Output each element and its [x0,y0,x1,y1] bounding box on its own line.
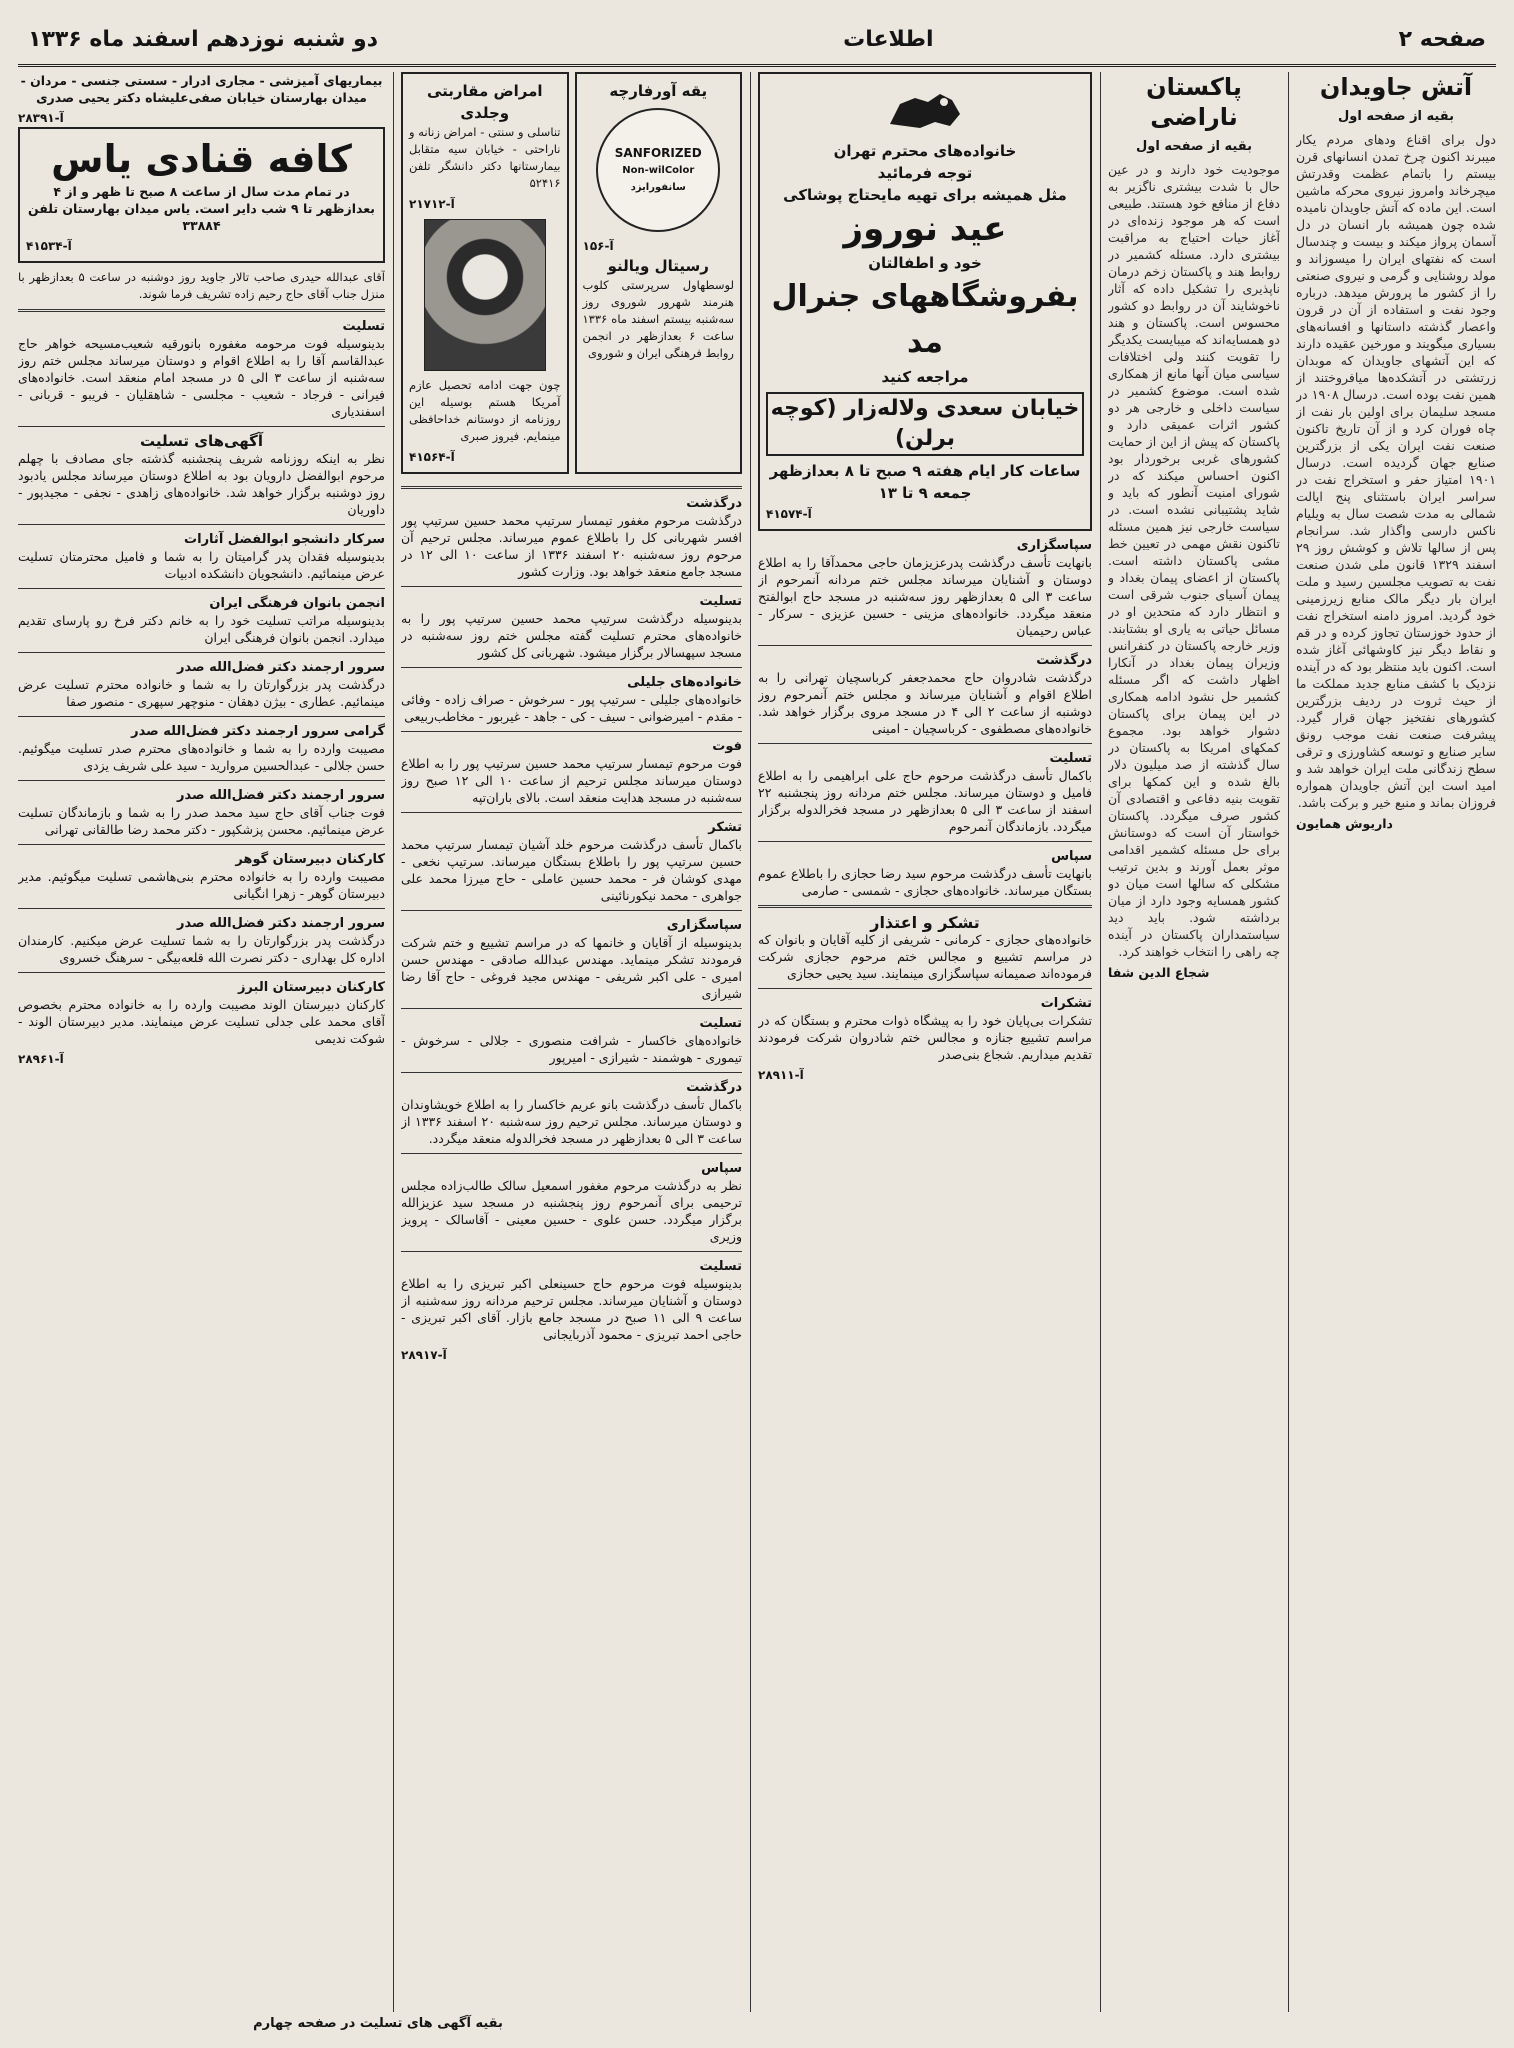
notice-text: باکمال تأسف درگذشت مرحوم حاج علی ابراهیمی را به اطلاع فامیل و دوستان میرساند. مجلس ختم مردانه روز پنجشنبه ۲۲ اسفند از ساعت ۳ الی ۵ بعدازظهر در مسجد فخرالدوله برگزار میگردد. بازماندگان آنمرحوم [758,768,1092,834]
ad-text: تناسلی و سنتی - امراض زنانه و ناراحتی - خیابان سیه متقابل بیمارستانها دکتر دانشگر تلفن ۵۲۴۱۶ [409,125,561,190]
article-body: موجودیت خود دارند و در عین حال با شدت بیشتری ناگزیر به دفاع از منافع خود هستند. طبیعی است که هر موجود زنده‌ای در آغاز حیات احتیاج به مراقبت بیشتری دارد. مسئله کشمیر در روابط هند و پاکستان زخم درمان ناپذیری را تشکیل داده که آثار ناخوشایند آن در روابط دو کشور محسوس است. پاکستان و هند دو همسایه‌اند که میبایست یکدیگر را تقویت کنند ولی اختلافات سیاسی میان آنها مانع از همکاری شده است. موضوع کشمیر در سیاست داخلی و خارجی هر دو کشور اثرات عمیقی دارد و پاکستان که پیش از این از حمایت کشورهای غربی برخوردار بود اکنون احساس میکند که در شورای امنیت آنطور که باید و شاید پشتیبانی نشده است. در سیاست خارجی نیز همین مسئله تاکنون نقش مهمی در تعیین خط مشی پاکستان داشته است. پاکستان از اعضای پیمان بغداد و پیمان آسیای جنوب شرقی است و انتظار دارد که متحدین او در مسائل حیاتی به یاری او بشتابند. وزیر خارجه پاکستان در کنفرانس وزیران پیمان بغداد در آنکارا اظهار داشت که اگر مسئله کشمیر حل نشود ادامه همکاری در این پیمان برای پاکستان دشوار خواهد بود. مجموع کمکهای امریکا به پاکستان در سال گذشته از صد میلیون دلار بالغ شده و این کمکها برای تقویت بنیه دفاعی و اقتصادی آن کشور صرف میگردد. پاکستان خواستار آن است که دوستانش برای حل مسئله کشمیر اقدامی موثر بعمل آورند و بدین ترتیب مشکلی که سالها است میان دو کشور همسایه وجود دارد از میان برداشته شود. باید دید سیاستمداران پاکستان در آینده چه راهی را انتخاب خواهند کرد. [1108,162,1280,959]
cafe-text: در تمام مدت سال از ساعت ۸ صبح تا ظهر و از ۴ بعدازظهر تا ۹ شب دایر است. یاس میدان بهارستان تلفن ۳۳۸۸۴ [28,184,375,233]
clinic-ad-ref: آ-۲۸۳۹۱ [18,111,64,125]
notice-text: بدینوسیله از آقایان و خانمها که در مراسم تشییع و ختم شرکت فرمودند تشکر مینماید. مهندس عبدالله صادقی - مهندس حسن امیری - علی اکبر شریفی - مهندس مجید فروغی - حاج آقا رضا شیرازی [401,935,742,1001]
notice-text: بدینوسیله فقدان پدر گرامیتان را به شما و فامیل محترمتان تسلیت عرض مینمائیم. دانشجویان دانشکده ادبیات [18,549,385,581]
notices-list [401,495,742,1364]
ad-line: مثل همیشه برای تهیه مایحتاج پوشاکی [783,186,1067,204]
notice-text: درگذشت مرحوم مغفور تیمسار سرتیپ محمد حسین سرتیپ پور افسر شهربانی کل را باطلاع عموم میرساند. مجلس ترحیم آن مرحوم روز سه‌شنبه ۲۰ اسفند ۱۳۳۶ از ساعت ۱۰ الی ۱۲ در مسجد جامع منعقد خواهد بود. وزارت کشور [401,513,742,579]
page-number: صفحه ۲ [1398,26,1486,52]
notice [758,914,1092,982]
column-rule [1288,72,1289,2012]
cafe-name: کافه قنادی یاس [51,137,352,181]
ad-headline: خانواده‌های محترم تهران [833,142,1017,160]
notice-title: تسلیت [699,1016,742,1031]
notice [18,979,385,1047]
notice-title: سپاس [1051,849,1092,864]
notice [401,1258,742,1343]
notice [758,750,1092,835]
notice-text: درگذشت شادروان حاج محمدجعفر کرباسچیان تهرانی را به اطلاع اقوام و آشنایان میرساند و مجلس ختم آنمرحوم روز دوشنبه از ساعت ۲ الی ۴ در مسجد مروی برگزار خواهد شد. خانواده‌های مصطفوی - کرباسچیان - امینی [758,670,1092,736]
notice-text: فوت جناب آقای حاج سید محمد صدر را به شما و بازماندگان تسلیت عرض مینمائیم. محسن پزشکپور - دکتر محمد رضا طالقانی تهرانی [18,805,385,837]
cafe-yas-ad [18,127,385,263]
cafe-ref: آ-۴۱۵۳۴ [26,239,72,253]
notice-title: سرکار دانشجو ابوالفضل آثارات [184,532,385,547]
continued-footer: بقیه آگهی های تسلیت در صفحه چهارم [253,2016,503,2031]
notice-text: نظر به اینکه روزنامه شریف پنجشنبه گذشته جای مصادف با چهلم مرحوم ابوالفضل دارویان بود به اطلاع دوستان میرساند مجلس یادبود روز دوشنبه برگزار خواهد شد. خانواده‌های زاهدی - نجفی - مجیدپور - داوریان [18,451,385,517]
logo-sub: Non-wilColor [622,164,695,176]
portrait-photo [424,219,546,371]
ads-and-notices-left [18,72,385,2002]
notice-text: باکمال تأسف درگذشت مرحوم خلد آشیان تیمسار سرتیپ محمد حسین سرتیپ پور را باطلاع بستگان میرساند. سرتیپ نخعی - مهدی کوشان فر - محمد حسین عاملی - حاج میرزا محمد علی جواهری - محمد نیکورنائینی [401,837,742,903]
notice [401,1079,742,1147]
clinic-ad-text: بیماریهای آمیزشی - مجاری ادرار - سستی جنسی - مردان - میدان بهارستان خیابان صفی‌علیشاه دکتر یحیی صدری [20,73,383,105]
notice [18,659,385,710]
photo-caption: چون جهت ادامه تحصیل عازم آمریکا هستم بوسیله این روزنامه از دوستانم خداحافظی مینمایم. فیروز صبری [409,378,561,443]
notice-text: نظر به درگذشت مرحوم مغفور اسمعیل سالک طالب‌زاده مجلس ترحیمی برای آنمرحوم روز پنجشنبه در مسجد سید عزیزالله برگزار میگردد. حسن علوی - حسین معینی - آقاسالک - پرویز وزیری [401,1178,742,1244]
article-subtitle: بقیه از صفحه اول [1136,139,1252,154]
notice [401,593,742,661]
notice-text: بدینوسیله فوت مرحوم حاج حسینعلی اکبر تبریزی را به اطلاع دوستان و آشنایان میرساند. مجلس ترحیم مردانه روز سه‌شنبه از ساعت ۹ الی ۱۱ صبح در مسجد جامع بازار. آقای اکبر تبریزی - حاجی احمد تبریزی - محمود آذربایجانی [401,1276,742,1342]
ad-address: خیابان سعدی ولاله‌زار (کوچه برلن) [766,392,1084,456]
notice-title: فوت [712,739,742,754]
notice-text: فوت مرحوم تیمسار سرتیپ محمد حسین سرتیپ پور را به اطلاع دوستان میرساند مجلس ترحیم از ساعت ۱۰ الی ۱۲ صبح روز سه‌شنبه در مسجد هدایت منعقد است. بالای باران‌تپه [401,756,742,805]
notice [758,537,1092,639]
photo-ref: آ-۴۱۵۶۴ [409,450,455,464]
ad-friday: جمعه ۹ تا ۱۳ [878,484,972,502]
column-rule [750,72,751,2012]
notice [401,495,742,580]
notice-text: خانواده‌های جلیلی - سرتیپ پور - سرخوش - صراف زاده - وفائی - مقدم - امیرضوانی - سیف - کی - جاهد - غیربور - مخاطب‌ربیعی [401,692,742,724]
sanforized-ad [575,72,743,474]
notice-title: خانواده‌های جلیلی [627,675,742,690]
notice [401,917,742,1002]
small-notice: آقای عبدالله حیدری صاحب تالار جاوید روز دوشنبه در ساعت ۵ بعدازظهر با منزل جناب آقای حاج رحیم زاده تشریف فرما شوند. [18,270,385,301]
notice-text: درگذشت پدر بزرگوارتان را به شما و خانواده محترم تسلیت عرض مینمائیم. عطاری - بیژن دهقان - منوچهر سپهری - منصور صفا [18,677,385,709]
clinic-ad [401,72,569,474]
issue-date: دو شنبه نوزدهم اسفند ماه ۱۳۳۶ [28,26,379,52]
notice-text: خانواده‌های حجازی - کرمانی - شریفی از کلیه آقایان و بانوان که در مراسم تشییع و مجالس ختم مرحوم حجازی شرکت فرموده‌اند صمیمانه سپاسگزاری مینمایند. سید یحیی حجازی [758,932,1092,981]
notice [401,1160,742,1245]
notice-title: انجمن بانوان فرهنگی ایران [209,596,385,611]
ad-title: امراض مقاربتی وجلدی [426,82,543,122]
notices-list [18,318,385,1068]
notice-text: مصیبت وارده را به خانواده محترم بنی‌هاشمی تسلیت میگوئیم. مدیر دبیرستان گوهر - زهرا انگیانی [18,869,385,901]
notice-title: تسلیت [699,594,742,609]
notice [401,1015,742,1066]
notice-text: خانواده‌های خاکسار - شرافت منصوری - جلالی - سرخوش - تیموری - هوشمند - شیرازی - امیرپور [401,1033,742,1065]
column-rule [393,72,394,2012]
article-signature: داریوش همایون [1296,816,1393,831]
logo-text: SANFORIZED [614,145,702,160]
ad-ref: آ-۱۵۶ [582,239,614,253]
ad-ref: آ-۲۱۷۱۲ [409,197,455,211]
notice-text: درگذشت پدر بزرگوارتان را به شما تسلیت عرض میکنیم. کارمندان اداره کل بهداری - دکتر نصرت الله قلعه‌بیگی - سرهنگ خسروی [18,933,385,965]
notice-text: بدینوسیله فوت مرحومه مغفوره بانورقیه شعیب‌مسیحه خواهر حاج عبدالقاسم آقا را به اطلاع اقوام و دوستان میرساند مجلس ختم روز سه‌شنبه از ساعت ۳ الی ۵ در مسجد امام منعقد است. خانواده‌های فیرانی - فرجاد - شعیب - مجلسی - شاهقلیان - فریبو - قربانی - اسفندیاری [18,336,385,419]
notice-text: تشکرات بی‌پایان خود را به پیشگاه ذوات محترم و بستگان که در مراسم تشییع جنازه و مجالس ختم شادروان شرکت فرمودند تقدیم میداریم. شجاع بنی‌صدر [758,1013,1092,1062]
notice [18,595,385,646]
notice-ref: آ-۲۸۹۱۷ [401,1348,447,1362]
notice-title: تسلیت [342,319,385,334]
notice-title: کارکنان دبیرستان گوهر [235,852,385,867]
notice [18,851,385,902]
notice-text: باکمال تأسف درگذشت بانو عریم خاکسار را به اطلاع خویشاوندان و دوستان میرساند. مجلس ترحیم روز سه‌شنبه ۲۰ اسفند ۱۳۳۶ از ساعت ۳ الی ۵ بعدازظهر در مسجد فخرالدوله منعقد میگردد. [401,1097,742,1146]
top-ads-row [401,72,742,480]
ads-and-notices-center [758,72,1092,2012]
ad-store-name: بفروشگاههای جنرال مد [771,279,1079,360]
notice-title: سرور ارجمند دکتر فضل‌الله صدر [176,916,385,931]
general-mode-ad [758,72,1092,531]
notice-text: کارکنان دبیرستان الوند مصیبت وارده را به خانواده محترم بخصوص آقای محمد علی جدلی تسلیت عرض مینمایند. مدیر دبیرستان الوند - شوکت ندیمی [18,997,385,1046]
ad-nowruz: عید نوروز [843,209,1007,249]
ad-title: یقه آورفارچه [609,82,708,100]
notice-text: بانهایت تأسف درگذشت پدرعزیزمان حاجی محمدآقا را به اطلاع دوستان و آشنایان میرساند مجلس ختم مردانه آنمرحوم از ساعت ۳ الی ۵ بعدازظهر روز سه‌شنبه در مسجد حاج ابوالفتح منعقد میگردد. خانواده‌های مزینی - حسین عزیزی - سرکار - عباس رحیمیان [758,555,1092,638]
article-subtitle: بقیه از صفحه اول [1338,109,1454,124]
notice-title: آگهی‌های تسلیت [140,432,263,450]
recital-text: لوسطهاول سرپرستی کلوب هنرمند شهرور شوروی روز سه‌شنبه بیستم اسفند ماه ۱۳۳۶ ساعت ۶ بعدازظهر در انجمن روابط فرهنگی ایران و شوروی [582,278,734,360]
notice-title: درگذشت [686,496,742,511]
notice-title: سرور ارجمند دکتر فضل‌الله صدر [176,660,385,675]
notice-text: بدینوسیله درگذشت سرتیپ محمد حسین سرتیپ پور را به خانواده‌های محترم تسلیت گفته مجلس ختم روز سه‌شنبه در مسجد سپهسالار برگزار میشود. شهربانی کل کشور [401,611,742,660]
notice-title: سپاسگزاری [666,918,742,933]
notice-title: کارکنان دبیرستان البرز [237,980,385,995]
masthead [18,14,1496,67]
article-body: دول برای اقناع ودهای مردم یکار میبرند اکنون چرخ تمدن انسانهای قرن بیستم را باتمام عظمت وقدرتش میچرخاند وامروز نیروی محرکه ماشین است. این ماده که آتش جاویدان نامیده شده چون همیشه بار انسان در دل آسمان پرواز میکند و بیست و چندسال است که نفتهای ایران را میسوزاند و مولد روشنایی و گرمی و نیروی صنعتی را از کشور ما پرورش میدهد. درباره وجود نفت و استفاده از آن در قرون واعصار گذشته داستانها و افسانه‌های بسیاری میگویند و مورخین عقیده دارند که این آتشهای جاویدان که موبدان زرتشتی در آتشکده‌ها میافروختند از همین نفت بوده است. درسال ۱۹۰۸ در مسجد سلیمان برای اولین بار نفت از چاه فوران کرد و از آن تاریخ تاکنون صنعت نفت ایران یکی از بزرگترین صنایع جهان گردیده است. درسال ۱۹۰۱ امتیاز حفر و استخراج نفت در سراسر ایران باستثنای پنج ایالت شمالی به مدت شصت سال به ویلیام ناکس دارسی واگذار شد. سرانجام پس از سالها تلاش و کوشش روز ۲۹ اسفند ۱۳۲۹ قانون ملی شدن صنعت نفت به تصویب مجلسین رسید و ملت ایران بار دیگر مالک منابع زیرزمینی خود گردید. امروز دامنه استخراج نفت از حدود خوزستان تجاوز کرده و در قم و نقاط دیگر نیز کاوشهائی آغاز شده است. اکنون باید منتظر بود که در آینده نزدیک با کشف منابع جدید مملکت ما از حیث ثروت در ردیف بزرگترین کشورهای نفتخیز جهان قرار گیرد. پیشرفت صنعت نفت موجب رونق سایر صنایع و توسعه کشاورزی و ترقی سطح زندگانی ملت ایران خواهد شد و امید است این آتش جاویدان همواره فروزان بماند و منبع خیر و برکت باشد. [1296,132,1496,810]
notice-ref: آ-۲۸۹۱۱ [758,1068,804,1082]
ad-ref: آ-۴۱۵۷۴ [766,507,812,521]
article-pakistan [1108,72,1280,2012]
notice [758,995,1092,1063]
notice-title: تشکرات [1040,996,1092,1011]
article-title: آتش جاویدان [1319,73,1473,101]
notice [758,652,1092,737]
notice [401,819,742,904]
logo-brand: سانفورایزد [630,181,686,193]
notice [18,531,385,582]
ad-line: خود و اطفالتان [868,254,982,272]
article-atash-javidan [1296,72,1496,2012]
notice-title: درگذشت [1036,653,1092,668]
notice-title: تسلیت [1049,751,1092,766]
notice-title: تسلیت [699,1259,742,1274]
ad-line: توجه فرمائید [877,164,973,182]
article-title: پاکستان ناراضی [1146,73,1242,131]
sanforized-logo [596,108,720,232]
notice [401,738,742,806]
notice [18,318,385,420]
lion-logo [880,84,970,136]
notice [18,915,385,966]
notice-title: سپاس [701,1161,742,1176]
notice-title: درگذشت [686,1080,742,1095]
notice-title: تشکر [708,820,742,835]
notice-text: بانهایت تأسف درگذشت مرحوم سید رضا حجازی را باطلاع عموم بستگان میرساند. خانواده‌های حجازی - شمسی - صارمی [758,866,1092,898]
notice-title: تشکر و اعتذار [870,913,980,932]
ad-line: مراجعه کنید [881,368,969,386]
notice-title: سپاسگزاری [1016,538,1092,553]
notice-ref: آ-۲۸۹۶۱ [18,1052,64,1066]
notices-list [758,537,1092,1084]
notice [18,433,385,518]
notice [18,723,385,774]
paper-name: اطلاعات [843,26,934,52]
article-signature: شجاع الدین شفا [1108,965,1210,980]
notice-text: مصیبت وارده را به شما و خانواده‌های محترم صدر تسلیت میگوئیم. حسن جلالی - عبدالحسین مروارید - سید علی شریف یزدی [18,741,385,773]
column-rule [1100,72,1101,2012]
notice-title: سرور ارجمند دکتر فضل‌الله صدر [176,788,385,803]
recital-title: رسیتال ویالنو [607,257,709,275]
notice [18,787,385,838]
ads-and-notices-middle [401,72,742,2012]
notice [758,848,1092,899]
ad-hours: ساعات کار ایام هفته ۹ صبح تا ۸ بعدازظهر [769,462,1081,480]
notice-text: بدینوسیله مراتب تسلیت خود را به خانم دکتر فرخ رو پارسای تقدیم میدارد. انجمن بانوان فرهنگی ایران [18,613,385,645]
notice [401,674,742,725]
notice-title: گرامی سرور ارجمند دکتر فضل‌الله صدر [131,724,385,739]
